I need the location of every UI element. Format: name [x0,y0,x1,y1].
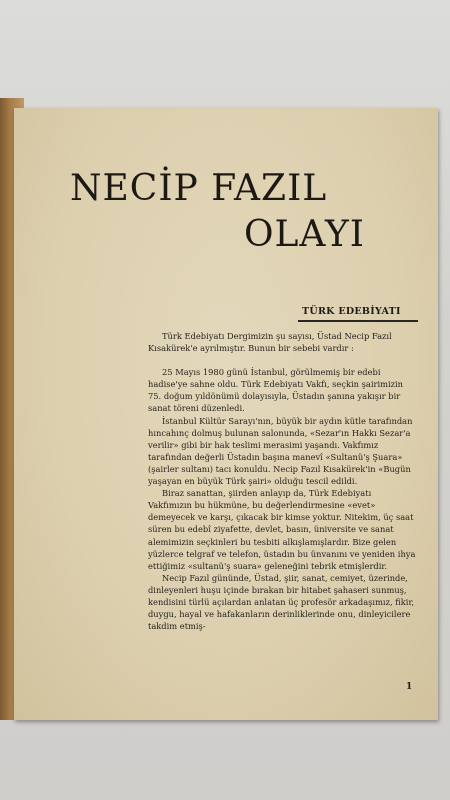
paragraph: Biraz sanattan, şiirden anlayıp da, Türk Edebiyatı Vakfımızın bu hükmüne, bu değerlendirmesine «evet» demeyecek ve karşı, çıkacak bir kimse yoktur. Nitekim, üç saat süren bu edebî ziyafette, devlet, basın, üniversite ve sanat alemimizin seçkinleri bu tesbiti alkışlamışlardır. Bize gelen yüzlerce telgraf ve telefon, üstadın bu ünvanını ve yeniden ihya ettiğimiz «sultanü'ş suara» geleneğini tebrik etmişlerdir. [148,488,416,571]
article-body [148,330,416,632]
paragraph: 25 Mayıs 1980 günü İstanbul, görülmemiş bir edebi hadise'ye sahne oldu. Türk Edebiyatı Vakfı, seçkin şairimizin 75. doğum yıldönümü dolayısıyla, Üstadın şanına yakışır bir sanat töreni düzenledi. [148,367,404,414]
section-label: TÜRK EDEBİYATI [302,306,401,317]
book-page [14,108,438,720]
article-title-line1: NECİP FAZIL [70,168,328,209]
paragraph: Necip Fazıl gününde, Üstad, şiir, sanat, cemiyet, üzerinde, dinleyenleri huşu içinde bırakan bir hitabet şahaseri sunmuş, kendisini türlü açılardan anlatan üç profesör arkadaşımız, fikir, duygu, hayal ve hafakanların derinliklerinde onu, dinleyicilere takdim etmiş- [148,572,415,632]
page-number: 1 [406,682,413,692]
section-rule [298,320,418,322]
paragraph: Türk Edebiyatı Dergimizin şu sayısı, Üstad Necip Fazıl Kısakürek'e ayrılmıştır. Bunun bir sebebi vardır : [148,331,392,354]
article-title-line2: OLAYI [244,214,365,255]
paragraph: İstanbul Kültür Sarayı'nın, büyük bir aydın kütle tarafından hıncahınç dolmuş bulunan salonunda, «Sezar'ın Hakkı Sezar'a verilir» gibi bir hak teslimi merasimi yaşandı. Vakfımız tarafından değerli Üstadın başına manevî «Sultanü'ş Şuara» (şairler sultanı) tacı konuldu. Necip Fazıl Kısakürek'in «Bugün yaşayan en büyük Türk şairi» olduğu tescil edildi. [148,415,413,487]
